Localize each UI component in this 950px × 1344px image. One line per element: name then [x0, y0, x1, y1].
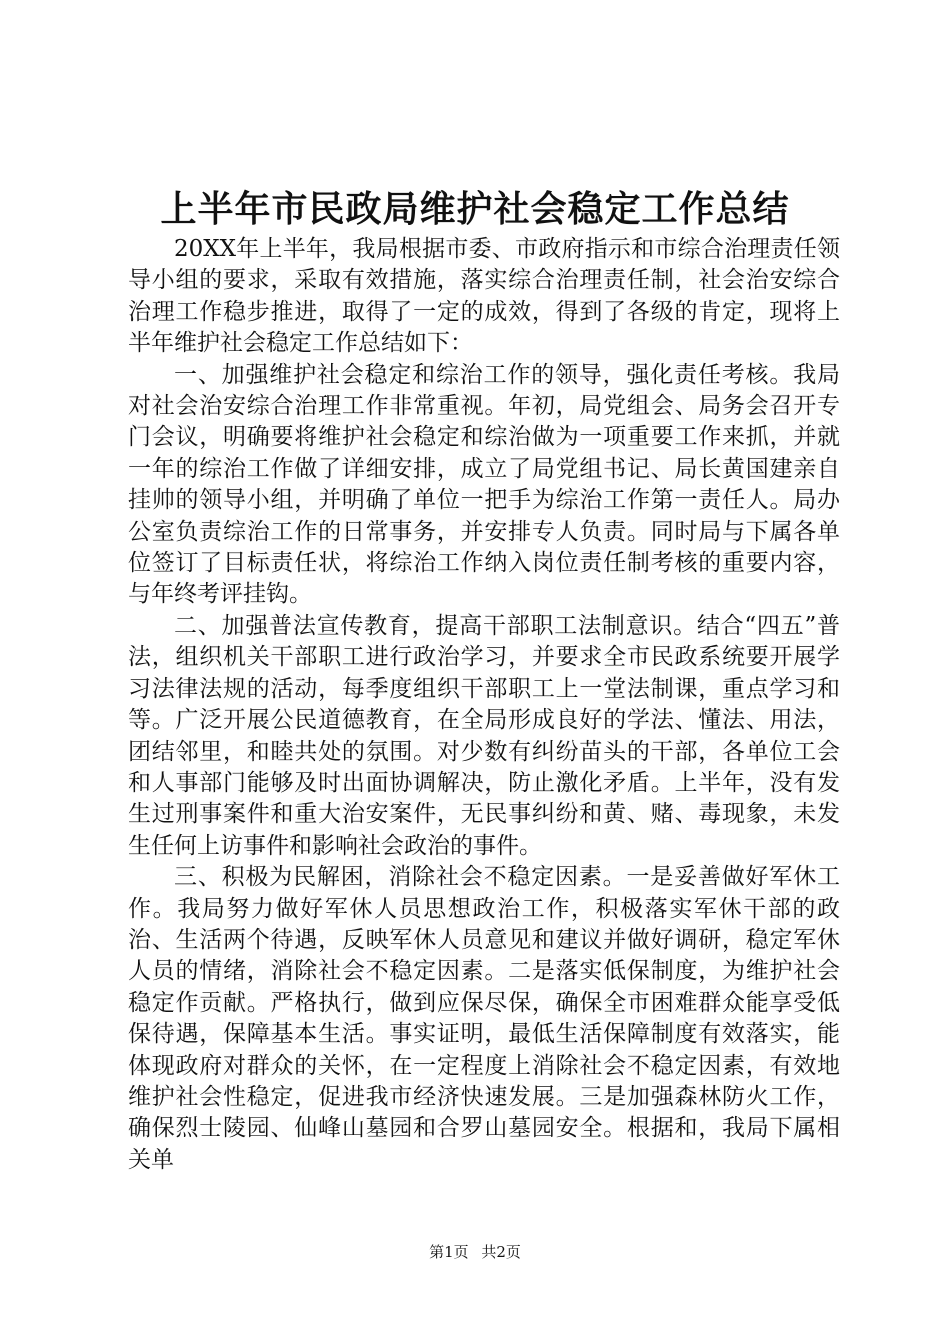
paragraph-intro: 20XX年上半年，我局根据市委、市政府指示和市综合治理责任领导小组的要求，采取有效措施，落实综合治理责任制，社会治安综合治理工作稳步推进，取得了一定的成效，得到了各级的肯定，现将上半年维护社会稳定工作总结如下： — [128, 236, 840, 357]
document-body — [128, 234, 840, 1176]
paragraph-section-3: 三、积极为民解困，消除社会不稳定因素。一是妥善做好军休工作。我局努力做好军休人员思想政治工作，积极落实军休干部的政治、生活两个待遇，反映军休人员意见和建议并做好调研，稳定军休人员的情绪，消除社会不稳定因素。二是落实低保制度，为维护社会稳定作贡献。严格执行，做到应保尽保，确保全市困难群众能享受低保待遇，保障基本生活。事实证明，最低生活保障制度有效落实，能体现政府对群众的关怀，在一定程度上消除社会不稳定因素，有效地维护社会性稳定，促进我市经济快速发展。三是加强森林防火工作，确保烈士陵园、仙峰山墓园和合罗山墓园安全。根据和，我局下属相关单 — [128, 864, 840, 1173]
paragraph-section-2: 二、加强普法宣传教育，提高干部职工法制意识。结合“四五”普法，组织机关干部职工进行政治学习，并要求全市民政系统要开展学习法律法规的活动，每季度组织干部职工上一堂法制课，重点学习和等。广泛开展公民道德教育，在全局形成良好的学法、懂法、用法，团结邻里，和睦共处的氛围。对少数有纠纷苗头的干部，各单位工会和人事部门能够及时出面协调解决，防止激化矛盾。上半年，没有发生过刑事案件和重大治安案件，无民事纠纷和黄、赌、毒现象，未发生任何上访事件和影响社会政治的事件。 — [128, 612, 840, 859]
document-title: 上半年市民政局维护社会稳定工作总结 — [160, 188, 790, 230]
page-footer — [0, 1240, 950, 1264]
page-number-current: 第1页 — [429, 1243, 469, 1261]
page-number-total: 共2页 — [481, 1243, 521, 1261]
paragraph-section-1: 一、加强维护社会稳定和综治工作的领导，强化责任考核。我局对社会治安综合治理工作非常重视。年初，局党组会、局务会召开专门会议，明确要将维护社会稳定和综治做为一项重要工作来抓，并就一年的综治工作做了详细安排，成立了局党组书记、局长黄国建亲自挂帅的领导小组，并明确了单位一把手为综治工作第一责任人。局办公室负责综治工作的日常事务，并安排专人负责。同时局与下属各单位签订了目标责任状，将综治工作纳入岗位责任制考核的重要内容，与年终考评挂钩。 — [128, 361, 840, 608]
